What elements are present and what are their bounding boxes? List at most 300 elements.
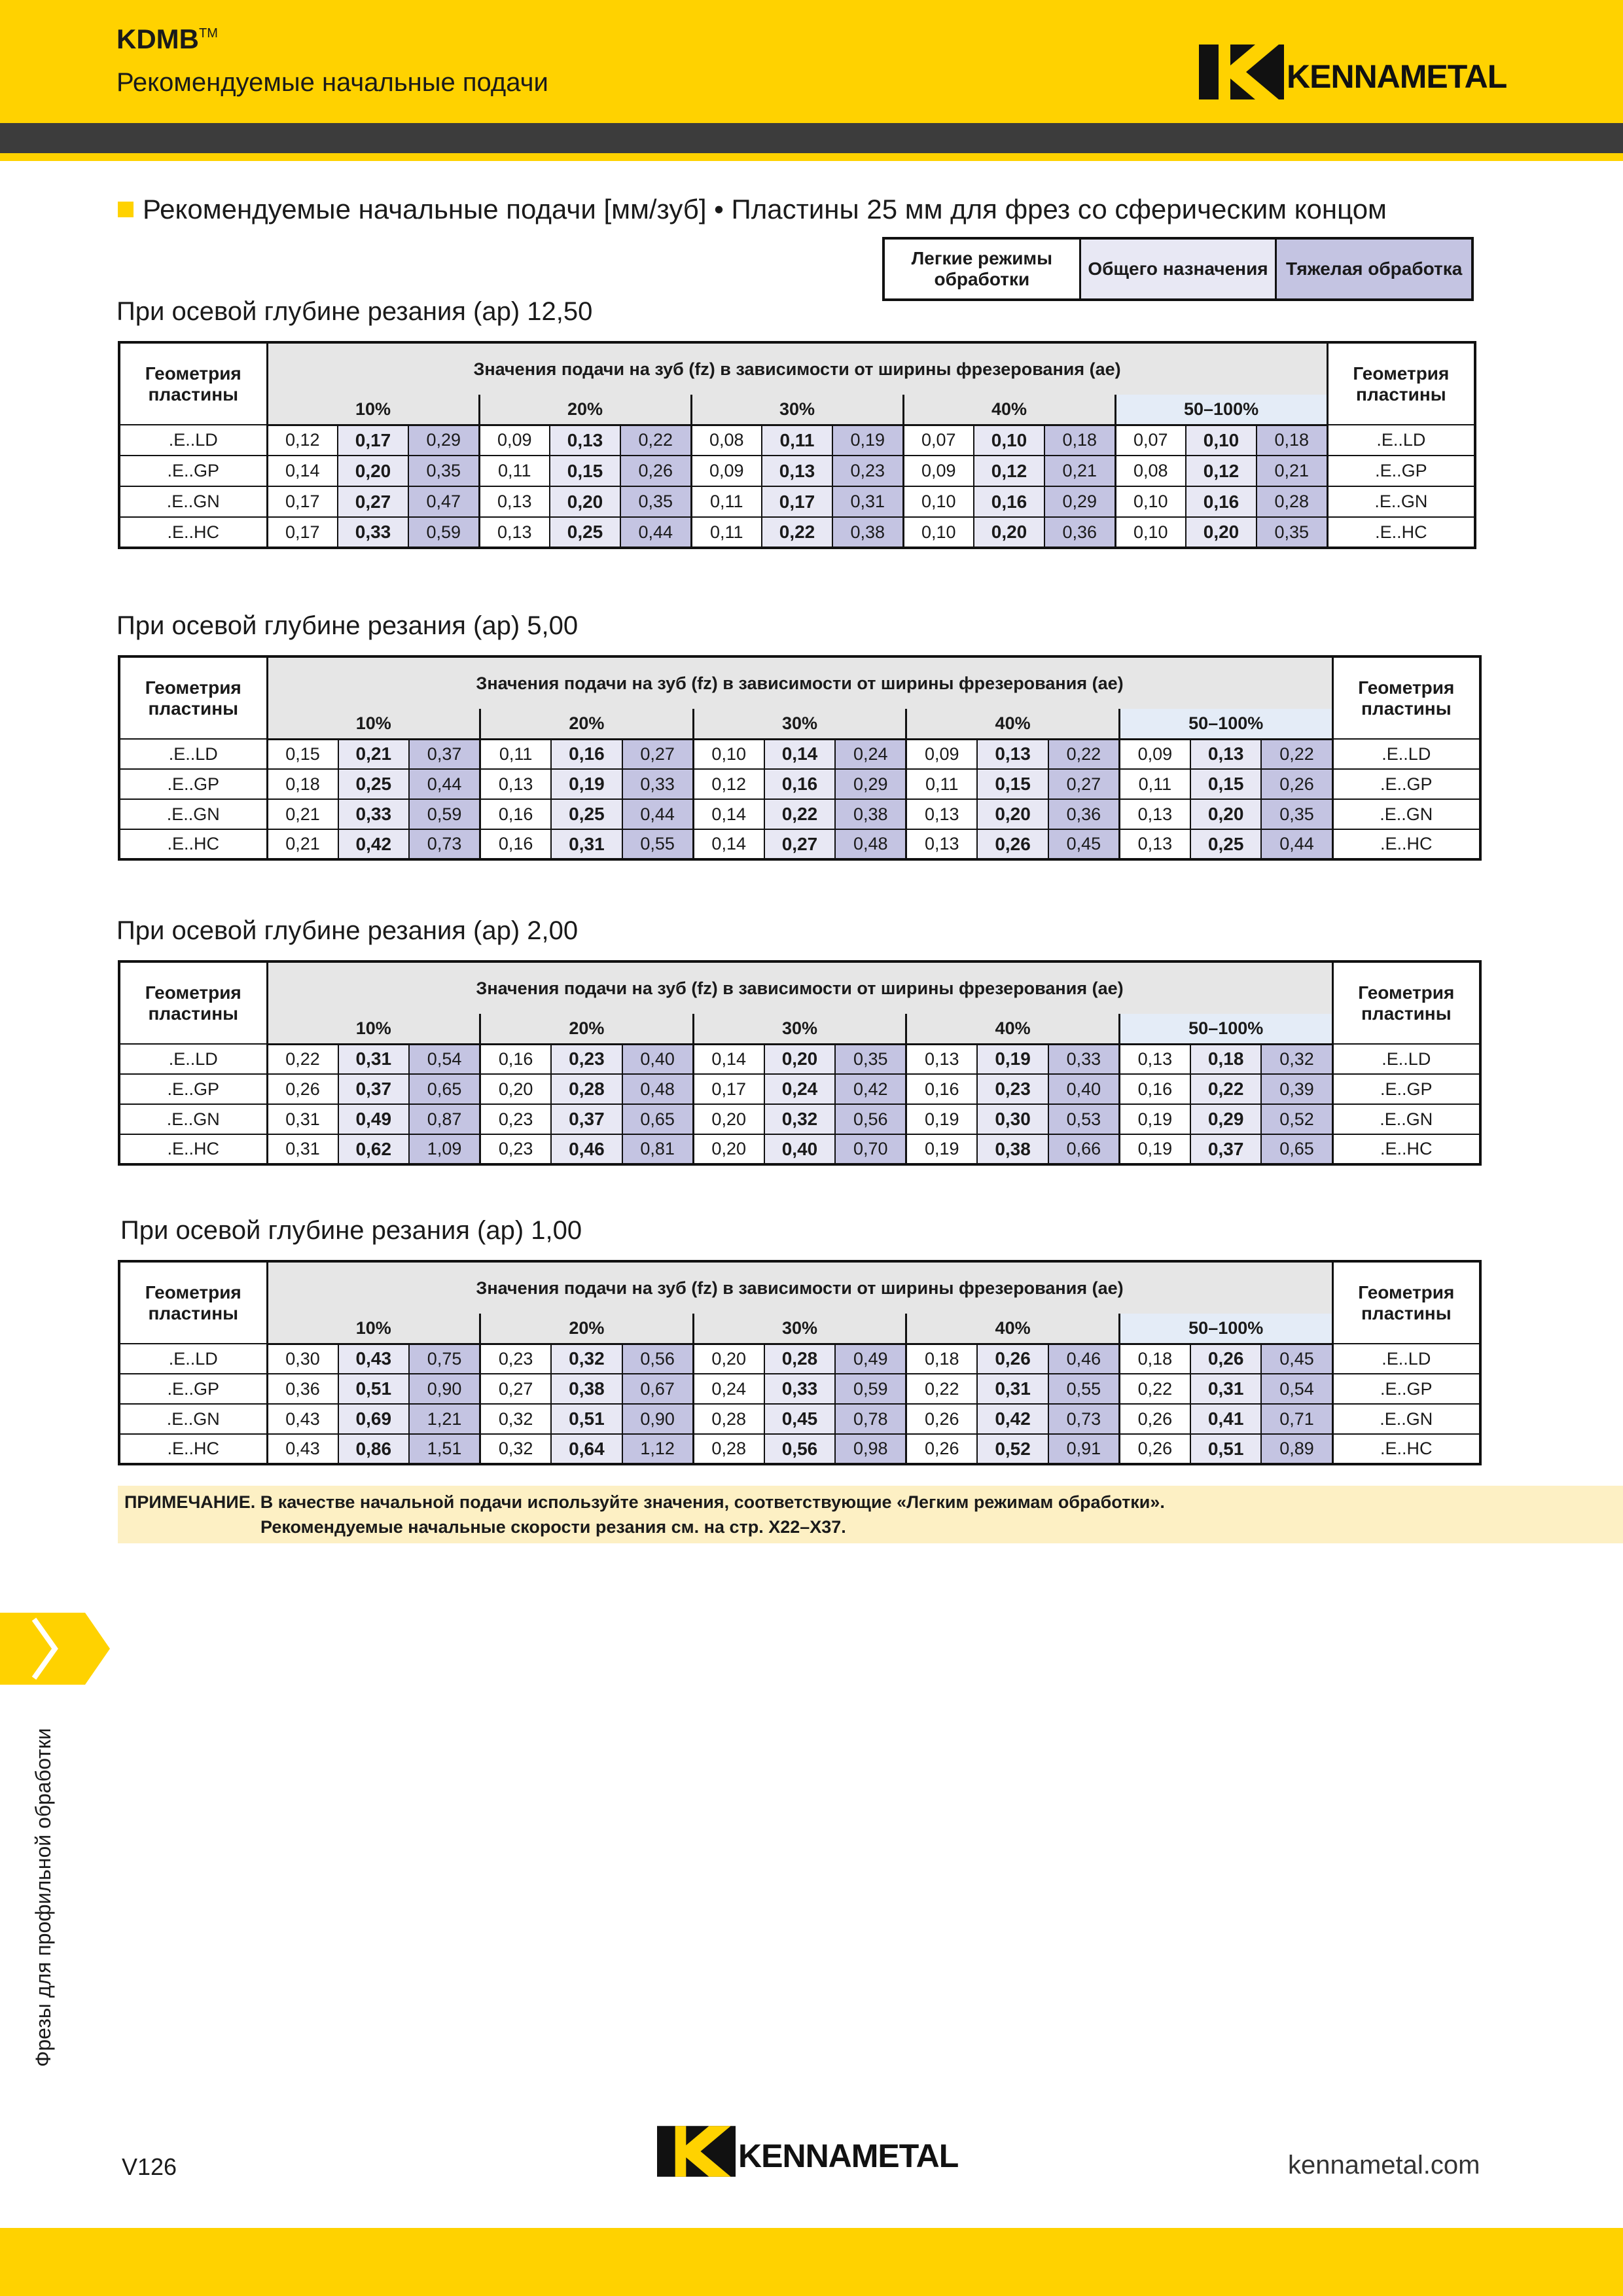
general-feed-cell: 0,20 (974, 517, 1044, 548)
general-feed-cell: 0,15 (550, 456, 620, 486)
heavy-feed-cell: 0,65 (1261, 1134, 1332, 1164)
heavy-feed-cell: 0,65 (622, 1104, 694, 1134)
light-feed-cell: 0,20 (693, 1104, 764, 1134)
feed-lead-header: Значения подачи на зуб (fz) в зависимости от ширины фрезерования (ae) (267, 1261, 1332, 1314)
geometry-header-right: Геометрия пластины (1332, 1261, 1480, 1344)
width-group-header: 50–100% (1119, 1014, 1332, 1044)
general-feed-cell: 0,51 (1190, 1434, 1262, 1464)
feed-lead-header: Значения подачи на зуб (fz) в зависимости от ширины фрезерования (ae) (267, 342, 1327, 395)
yellow-square-bullet-icon (118, 202, 134, 217)
light-feed-cell: 0,31 (267, 1134, 338, 1164)
general-feed-cell: 0,12 (1186, 456, 1257, 486)
depth-title: При осевой глубине резания (ap) 12,50 (116, 297, 593, 326)
general-feed-cell: 0,16 (1186, 486, 1257, 517)
geometry-code: .E..GN (119, 1404, 267, 1434)
light-feed-cell: 0,13 (479, 517, 550, 548)
general-feed-cell: 0,17 (762, 486, 832, 517)
heavy-feed-cell: 0,89 (1261, 1434, 1332, 1464)
light-feed-cell: 0,32 (480, 1434, 552, 1464)
geometry-code-right: .E..HC (1332, 829, 1480, 859)
light-feed-cell: 0,22 (906, 1374, 978, 1404)
heavy-feed-cell: 0,49 (835, 1344, 906, 1374)
general-feed-cell: 0,46 (551, 1134, 622, 1164)
geometry-code-right: .E..LD (1327, 425, 1475, 456)
heavy-feed-cell: 0,35 (835, 1044, 906, 1074)
legend-light: Легкие режимы обработки (885, 240, 1079, 298)
note-line-2: Рекомендуемые начальные скорости резания см. на стр. X22–X37. (260, 1517, 846, 1537)
geometry-code: .E..GP (119, 1074, 267, 1104)
width-group-header: 10% (267, 709, 480, 739)
light-feed-cell: 0,18 (1119, 1344, 1190, 1374)
general-feed-cell: 0,62 (338, 1134, 410, 1164)
width-group-header: 30% (693, 1314, 906, 1344)
heavy-feed-cell: 0,44 (620, 517, 691, 548)
geometry-header-right: Геометрия пластины (1332, 656, 1480, 739)
light-feed-cell: 0,08 (1115, 456, 1186, 486)
heavy-feed-cell: 0,73 (409, 829, 480, 859)
geometry-code: .E..HC (119, 1134, 267, 1164)
heavy-feed-cell: 0,98 (835, 1434, 906, 1464)
light-feed-cell: 0,09 (1119, 739, 1190, 769)
width-group-header: 20% (480, 1314, 694, 1344)
legend-general: Общего назначения (1079, 240, 1275, 298)
light-feed-cell: 0,28 (693, 1434, 764, 1464)
light-feed-cell: 0,14 (267, 456, 338, 486)
light-feed-cell: 0,16 (1119, 1074, 1190, 1104)
light-feed-cell: 0,20 (480, 1074, 552, 1104)
geometry-header-left: Геометрия пластины (119, 961, 267, 1044)
general-feed-cell: 0,33 (764, 1374, 836, 1404)
table-row (119, 1374, 1480, 1404)
note-box (118, 1486, 1623, 1543)
geometry-code-right: .E..LD (1332, 1044, 1480, 1074)
heavy-feed-cell: 0,33 (1048, 1044, 1120, 1074)
light-feed-cell: 0,22 (1119, 1374, 1190, 1404)
general-feed-cell: 0,45 (764, 1404, 836, 1434)
geometry-code: .E..HC (119, 1434, 267, 1464)
light-feed-cell: 0,26 (1119, 1404, 1190, 1434)
heavy-feed-cell: 0,81 (622, 1134, 694, 1164)
heavy-feed-cell: 0,45 (1261, 1344, 1332, 1374)
general-feed-cell: 0,31 (338, 1044, 410, 1074)
depth-title: При осевой глубине резания (ap) 1,00 (120, 1216, 582, 1245)
light-feed-cell: 0,14 (693, 829, 764, 859)
heavy-feed-cell: 0,22 (1261, 739, 1332, 769)
light-feed-cell: 0,07 (1115, 425, 1186, 456)
general-feed-cell: 0,22 (764, 799, 836, 829)
geometry-code-right: .E..GN (1332, 1104, 1480, 1134)
general-feed-cell: 0,17 (338, 425, 408, 456)
light-feed-cell: 0,11 (479, 456, 550, 486)
light-feed-cell: 0,21 (267, 799, 338, 829)
heavy-feed-cell: 0,54 (409, 1044, 480, 1074)
geometry-header-left: Геометрия пластины (119, 342, 267, 425)
heavy-feed-cell: 0,48 (622, 1074, 694, 1104)
heavy-feed-cell: 0,44 (622, 799, 694, 829)
general-feed-cell: 0,27 (764, 829, 836, 859)
light-feed-cell: 0,23 (480, 1104, 552, 1134)
general-feed-cell: 0,11 (762, 425, 832, 456)
general-feed-cell: 0,19 (551, 769, 622, 799)
general-feed-cell: 0,38 (551, 1374, 622, 1404)
light-feed-cell: 0,12 (693, 769, 764, 799)
general-feed-cell: 0,10 (1186, 425, 1257, 456)
general-feed-cell: 0,32 (764, 1104, 836, 1134)
general-feed-cell: 0,16 (974, 486, 1044, 517)
heavy-feed-cell: 0,45 (1048, 829, 1120, 859)
light-feed-cell: 0,19 (906, 1104, 978, 1134)
heavy-feed-cell: 0,35 (620, 486, 691, 517)
heavy-feed-cell: 0,18 (1257, 425, 1327, 456)
general-feed-cell: 0,20 (338, 456, 408, 486)
header-dark-stripe (0, 123, 1623, 153)
general-feed-cell: 0,37 (1190, 1134, 1262, 1164)
heavy-feed-cell: 0,70 (835, 1134, 906, 1164)
light-feed-cell: 0,11 (1119, 769, 1190, 799)
geometry-code: .E..LD (119, 1044, 267, 1074)
heavy-feed-cell: 0,29 (835, 769, 906, 799)
light-feed-cell: 0,11 (691, 486, 762, 517)
width-group-header: 10% (267, 395, 479, 425)
light-feed-cell: 0,28 (693, 1404, 764, 1434)
table-row (119, 739, 1480, 769)
heavy-feed-cell: 0,56 (835, 1104, 906, 1134)
general-feed-cell: 0,64 (551, 1434, 622, 1464)
table-row (119, 829, 1480, 859)
light-feed-cell: 0,09 (906, 739, 978, 769)
side-tab-label: Фрезы для профильной обработки (31, 1728, 55, 2067)
general-feed-cell: 0,19 (977, 1044, 1048, 1074)
heavy-feed-cell: 0,21 (1257, 456, 1327, 486)
light-feed-cell: 0,18 (906, 1344, 978, 1374)
heavy-feed-cell: 0,33 (622, 769, 694, 799)
geometry-code-right: .E..LD (1332, 739, 1480, 769)
light-feed-cell: 0,27 (480, 1374, 552, 1404)
light-feed-cell: 0,13 (906, 829, 978, 859)
heavy-feed-cell: 0,75 (409, 1344, 480, 1374)
heavy-feed-cell: 0,53 (1048, 1104, 1120, 1134)
mode-legend (882, 237, 1474, 301)
geometry-code: .E..LD (119, 739, 267, 769)
light-feed-cell: 0,18 (267, 769, 338, 799)
light-feed-cell: 0,10 (693, 739, 764, 769)
kennametal-k-icon (1199, 45, 1284, 99)
width-group-header: 10% (267, 1314, 480, 1344)
legend-heavy: Тяжелая обработка (1275, 240, 1471, 298)
light-feed-cell: 0,07 (903, 425, 974, 456)
general-feed-cell: 0,42 (977, 1404, 1048, 1434)
heavy-feed-cell: 0,26 (1261, 769, 1332, 799)
heavy-feed-cell: 0,35 (1257, 517, 1327, 548)
footer-kennametal-k-icon (657, 2126, 736, 2177)
geometry-code-right: .E..GP (1332, 769, 1480, 799)
geometry-code-right: .E..GP (1332, 1074, 1480, 1104)
heavy-feed-cell: 0,40 (622, 1044, 694, 1074)
light-feed-cell: 0,20 (693, 1134, 764, 1164)
light-feed-cell: 0,19 (906, 1134, 978, 1164)
general-feed-cell: 0,25 (551, 799, 622, 829)
heavy-feed-cell: 0,31 (832, 486, 903, 517)
general-feed-cell: 0,52 (977, 1434, 1048, 1464)
general-feed-cell: 0,24 (764, 1074, 836, 1104)
heavy-feed-cell: 0,21 (1044, 456, 1115, 486)
heavy-feed-cell: 1,12 (622, 1434, 694, 1464)
light-feed-cell: 0,17 (267, 486, 338, 517)
heavy-feed-cell: 0,26 (620, 456, 691, 486)
geometry-code-right: .E..GN (1332, 1404, 1480, 1434)
width-group-header: 30% (691, 395, 903, 425)
general-feed-cell: 0,15 (977, 769, 1048, 799)
table-row (119, 517, 1475, 548)
geometry-code: .E..HC (119, 517, 267, 548)
table-row (119, 1134, 1480, 1164)
geometry-code: .E..HC (119, 829, 267, 859)
heavy-feed-cell: 0,36 (1048, 799, 1120, 829)
table-row (119, 456, 1475, 486)
heavy-feed-cell: 0,46 (1048, 1344, 1120, 1374)
heavy-feed-cell: 0,91 (1048, 1434, 1120, 1464)
general-feed-cell: 0,18 (1190, 1044, 1262, 1074)
general-feed-cell: 0,20 (550, 486, 620, 517)
general-feed-cell: 0,28 (551, 1074, 622, 1104)
page-subtitle: Рекомендуемые начальные подачи (116, 68, 548, 97)
general-feed-cell: 0,20 (1190, 799, 1262, 829)
header-yellow-stripe (0, 153, 1623, 161)
geometry-code-right: .E..GN (1327, 486, 1475, 517)
light-feed-cell: 0,13 (1119, 1044, 1190, 1074)
width-group-header: 30% (693, 1014, 906, 1044)
light-feed-cell: 0,20 (693, 1344, 764, 1374)
heavy-feed-cell: 0,67 (622, 1374, 694, 1404)
light-feed-cell: 0,11 (691, 517, 762, 548)
general-feed-cell: 0,31 (1190, 1374, 1262, 1404)
general-feed-cell: 0,51 (338, 1374, 410, 1404)
footer-kennametal-logo (657, 2126, 958, 2177)
general-feed-cell: 0,49 (338, 1104, 410, 1134)
geometry-code: .E..GN (119, 1104, 267, 1134)
light-feed-cell: 0,30 (267, 1344, 338, 1374)
general-feed-cell: 0,15 (1190, 769, 1262, 799)
general-feed-cell: 0,16 (551, 739, 622, 769)
geometry-code: .E..GN (119, 486, 267, 517)
heavy-feed-cell: 0,87 (409, 1104, 480, 1134)
width-group-header: 30% (693, 709, 906, 739)
geometry-code: .E..GP (119, 1374, 267, 1404)
light-feed-cell: 0,10 (1115, 517, 1186, 548)
light-feed-cell: 0,19 (1119, 1104, 1190, 1134)
heavy-feed-cell: 0,52 (1261, 1104, 1332, 1134)
heavy-feed-cell: 0,29 (408, 425, 479, 456)
general-feed-cell: 0,40 (764, 1134, 836, 1164)
general-feed-cell: 0,20 (764, 1044, 836, 1074)
geometry-header-right: Геометрия пластины (1327, 342, 1475, 425)
light-feed-cell: 0,16 (480, 799, 552, 829)
light-feed-cell: 0,09 (691, 456, 762, 486)
light-feed-cell: 0,13 (1119, 799, 1190, 829)
heavy-feed-cell: 0,59 (835, 1374, 906, 1404)
width-group-header: 50–100% (1119, 709, 1332, 739)
note-line-1: ПРИМЕЧАНИЕ. В качестве начальной подачи используйте значения, соответствующие «Легким режимам обработки». (124, 1492, 1165, 1512)
geometry-code: .E..GN (119, 799, 267, 829)
light-feed-cell: 0,11 (906, 769, 978, 799)
heavy-feed-cell: 0,32 (1261, 1044, 1332, 1074)
brand-name: KENNAMETAL (1287, 58, 1507, 95)
product-title: KDMB™ (116, 24, 218, 54)
light-feed-cell: 0,14 (693, 1044, 764, 1074)
feed-lead-header: Значения подачи на зуб (fz) в зависимости от ширины фрезерования (ae) (267, 961, 1332, 1014)
general-feed-cell: 0,22 (762, 517, 832, 548)
light-feed-cell: 0,32 (480, 1404, 552, 1434)
light-feed-cell: 0,13 (906, 1044, 978, 1074)
general-feed-cell: 0,25 (338, 769, 410, 799)
general-feed-cell: 0,32 (551, 1344, 622, 1374)
light-feed-cell: 0,15 (267, 739, 338, 769)
light-feed-cell: 0,09 (479, 425, 550, 456)
heavy-feed-cell: 0,28 (1257, 486, 1327, 517)
light-feed-cell: 0,17 (693, 1074, 764, 1104)
heavy-feed-cell: 0,35 (1261, 799, 1332, 829)
width-group-header: 50–100% (1119, 1314, 1332, 1344)
section-heading-text: Рекомендуемые начальные подачи [мм/зуб] • Пластины 25 мм для фрез со сферическим концом (143, 194, 1387, 224)
heavy-feed-cell: 0,36 (1044, 517, 1115, 548)
table-row (119, 1044, 1480, 1074)
light-feed-cell: 0,19 (1119, 1134, 1190, 1164)
general-feed-cell: 0,25 (550, 517, 620, 548)
geometry-header-left: Геометрия пластины (119, 1261, 267, 1344)
width-group-header: 50–100% (1115, 395, 1327, 425)
table-row (119, 1434, 1480, 1464)
heavy-feed-cell: 0,24 (835, 739, 906, 769)
general-feed-cell: 0,20 (1186, 517, 1257, 548)
feed-table (118, 960, 1482, 1166)
width-group-header: 40% (906, 709, 1120, 739)
depth-title: При осевой глубине резания (ap) 2,00 (116, 916, 579, 945)
trademark-mark: TM (198, 26, 218, 41)
table-row (119, 425, 1475, 456)
page-number: V126 (122, 2153, 177, 2180)
heavy-feed-cell: 1,21 (409, 1404, 480, 1434)
table-row (119, 1074, 1480, 1104)
general-feed-cell: 0,26 (977, 829, 1048, 859)
heavy-feed-cell: 0,37 (409, 739, 480, 769)
geometry-code-right: .E..GP (1332, 1374, 1480, 1404)
kennametal-logo (1199, 45, 1507, 99)
light-feed-cell: 0,09 (903, 456, 974, 486)
general-feed-cell: 0,33 (338, 799, 410, 829)
heavy-feed-cell: 0,90 (622, 1404, 694, 1434)
geometry-code: .E..GP (119, 769, 267, 799)
geometry-code: .E..LD (119, 425, 267, 456)
general-feed-cell: 0,13 (550, 425, 620, 456)
feed-table (118, 1260, 1482, 1465)
footer-brand-name: KENNAMETAL (738, 2138, 959, 2174)
website-link[interactable]: kennametal.com (1288, 2151, 1480, 2179)
heavy-feed-cell: 0,44 (1261, 829, 1332, 859)
general-feed-cell: 0,16 (764, 769, 836, 799)
light-feed-cell: 0,23 (480, 1134, 552, 1164)
light-feed-cell: 0,10 (1115, 486, 1186, 517)
light-feed-cell: 0,10 (903, 517, 974, 548)
light-feed-cell: 0,26 (267, 1074, 338, 1104)
width-group-header: 40% (903, 395, 1115, 425)
heavy-feed-cell: 0,29 (1044, 486, 1115, 517)
heavy-feed-cell: 1,09 (409, 1134, 480, 1164)
heavy-feed-cell: 0,73 (1048, 1404, 1120, 1434)
table-row (119, 486, 1475, 517)
light-feed-cell: 0,22 (267, 1044, 338, 1074)
heavy-feed-cell: 0,65 (409, 1074, 480, 1104)
width-group-header: 20% (480, 1014, 694, 1044)
light-feed-cell: 0,26 (906, 1404, 978, 1434)
general-feed-cell: 0,33 (338, 517, 408, 548)
heavy-feed-cell: 0,22 (1048, 739, 1120, 769)
heavy-feed-cell: 0,39 (1261, 1074, 1332, 1104)
table-row (119, 799, 1480, 829)
light-feed-cell: 0,12 (267, 425, 338, 456)
heavy-feed-cell: 0,54 (1261, 1374, 1332, 1404)
general-feed-cell: 0,28 (764, 1344, 836, 1374)
geometry-code-right: .E..LD (1332, 1344, 1480, 1374)
general-feed-cell: 0,86 (338, 1434, 410, 1464)
feed-table (118, 341, 1476, 549)
light-feed-cell: 0,17 (267, 517, 338, 548)
heavy-feed-cell: 0,71 (1261, 1404, 1332, 1434)
general-feed-cell: 0,41 (1190, 1404, 1262, 1434)
general-feed-cell: 0,42 (338, 829, 410, 859)
geometry-code: .E..GP (119, 456, 267, 486)
geometry-code-right: .E..HC (1332, 1434, 1480, 1464)
light-feed-cell: 0,08 (691, 425, 762, 456)
light-feed-cell: 0,16 (480, 829, 552, 859)
general-feed-cell: 0,43 (338, 1344, 410, 1374)
light-feed-cell: 0,43 (267, 1434, 338, 1464)
general-feed-cell: 0,37 (551, 1104, 622, 1134)
heavy-feed-cell: 0,55 (1048, 1374, 1120, 1404)
general-feed-cell: 0,29 (1190, 1104, 1262, 1134)
heavy-feed-cell: 0,59 (409, 799, 480, 829)
light-feed-cell: 0,31 (267, 1104, 338, 1134)
heavy-feed-cell: 0,27 (1048, 769, 1120, 799)
geometry-code-right: .E..GN (1332, 799, 1480, 829)
geometry-code-right: .E..GP (1327, 456, 1475, 486)
general-feed-cell: 0,69 (338, 1404, 410, 1434)
general-feed-cell: 0,21 (338, 739, 410, 769)
light-feed-cell: 0,43 (267, 1404, 338, 1434)
general-feed-cell: 0,22 (1190, 1074, 1262, 1104)
width-group-header: 20% (479, 395, 691, 425)
heavy-feed-cell: 1,51 (409, 1434, 480, 1464)
heavy-feed-cell: 0,35 (408, 456, 479, 486)
heavy-feed-cell: 0,48 (835, 829, 906, 859)
table-row (119, 1404, 1480, 1434)
light-feed-cell: 0,26 (906, 1434, 978, 1464)
general-feed-cell: 0,37 (338, 1074, 410, 1104)
light-feed-cell: 0,13 (906, 799, 978, 829)
general-feed-cell: 0,13 (977, 739, 1048, 769)
light-feed-cell: 0,24 (693, 1374, 764, 1404)
light-feed-cell: 0,26 (1119, 1434, 1190, 1464)
heavy-feed-cell: 0,19 (832, 425, 903, 456)
section-heading (118, 194, 1387, 225)
light-feed-cell: 0,16 (480, 1044, 552, 1074)
heavy-feed-cell: 0,27 (622, 739, 694, 769)
general-feed-cell: 0,25 (1190, 829, 1262, 859)
general-feed-cell: 0,30 (977, 1104, 1048, 1134)
light-feed-cell: 0,14 (693, 799, 764, 829)
general-feed-cell: 0,26 (977, 1344, 1048, 1374)
general-feed-cell: 0,56 (764, 1434, 836, 1464)
general-feed-cell: 0,14 (764, 739, 836, 769)
